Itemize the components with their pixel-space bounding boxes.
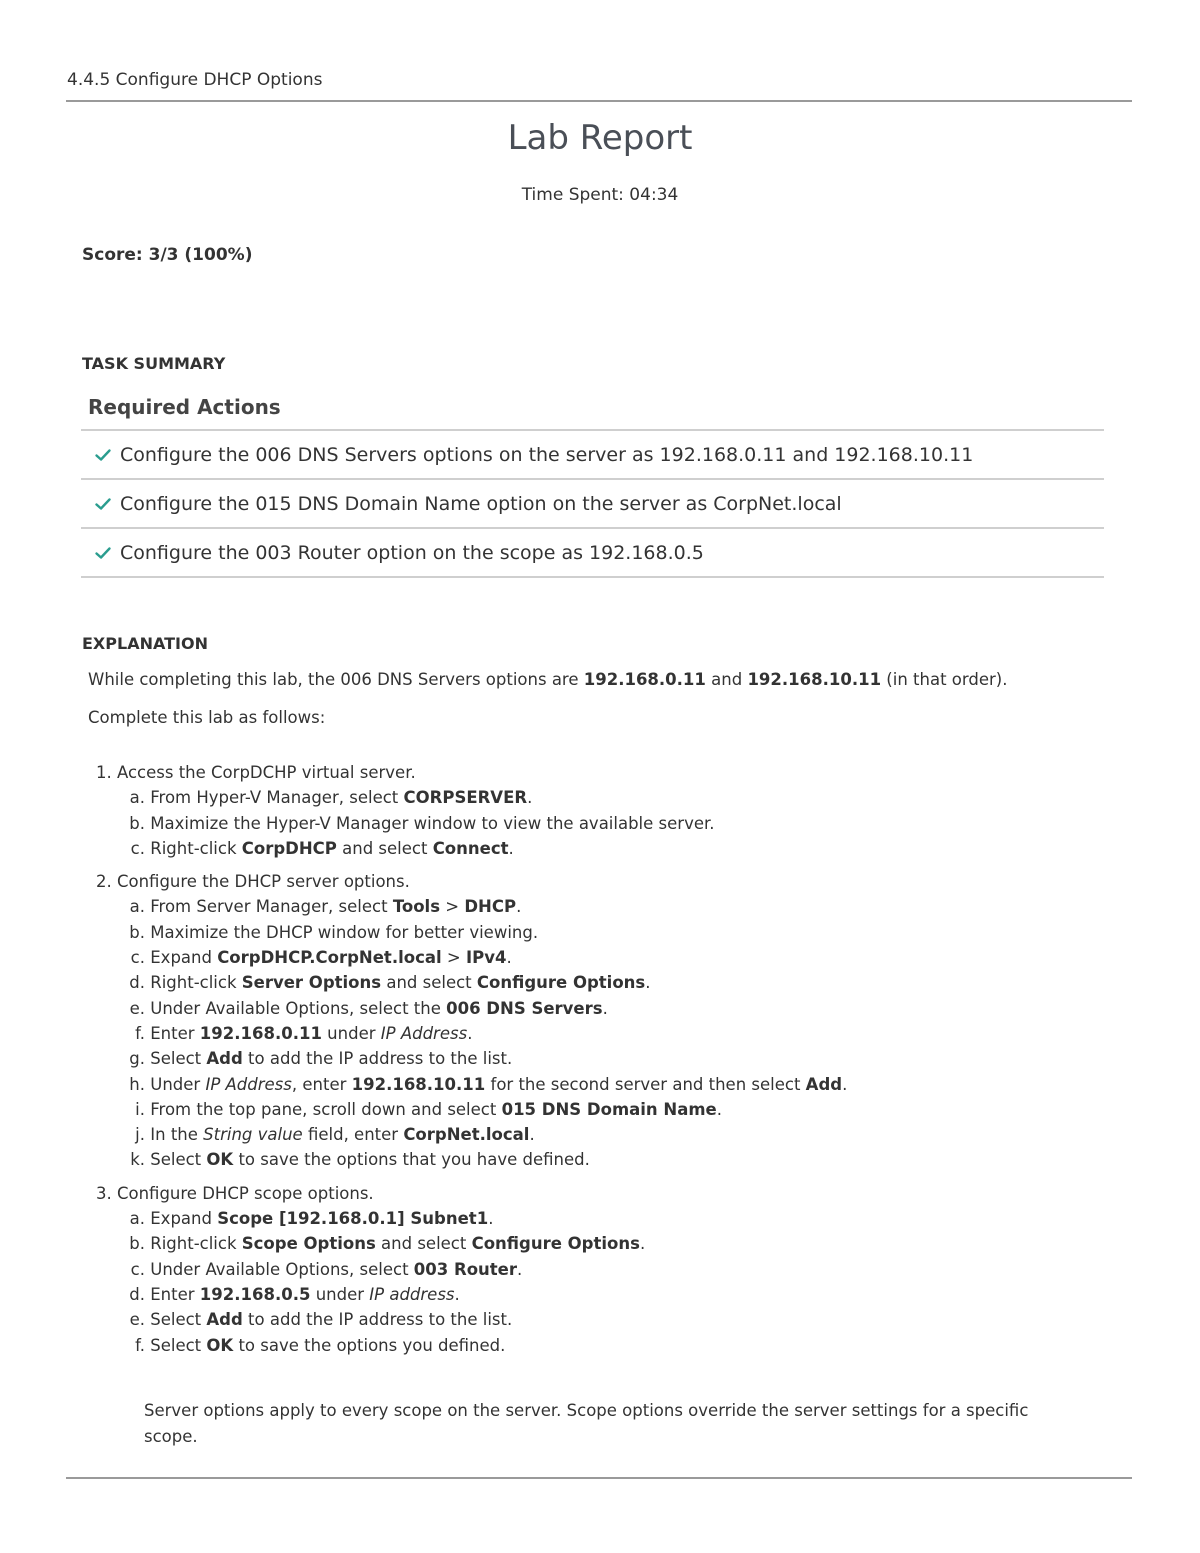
substep-fragment: . bbox=[602, 998, 608, 1018]
substep-fragment: . bbox=[506, 948, 512, 968]
substep-bold: Configure Options bbox=[476, 973, 646, 993]
substep-text bbox=[150, 1046, 512, 1071]
substep-fragment: and select bbox=[375, 1234, 472, 1254]
substep-fragment: Select bbox=[150, 1310, 207, 1330]
substep-letter: i. bbox=[135, 1099, 145, 1119]
substep bbox=[96, 1046, 1096, 1071]
substep-fragment: . bbox=[516, 897, 522, 917]
substep-fragment: to add the IP address to the list. bbox=[242, 1310, 513, 1330]
procedure-step-label: 3. Configure DHCP scope options. bbox=[96, 1183, 374, 1203]
substep-fragment: . bbox=[508, 838, 514, 858]
substep-bold: 015 DNS Domain Name bbox=[501, 1099, 717, 1119]
required-action-text: Configure the 003 Router option on the scope as 192.168.0.5 bbox=[120, 541, 704, 564]
substep-fragment: field, enter bbox=[302, 1125, 404, 1145]
substep-fragment: . bbox=[454, 1284, 460, 1304]
check-icon bbox=[94, 544, 112, 562]
substep-fragment: Select bbox=[150, 1335, 207, 1355]
header-divider bbox=[66, 100, 1132, 102]
substep-bold: Server Options bbox=[241, 973, 382, 993]
substep-text bbox=[150, 1021, 472, 1046]
substep bbox=[96, 1231, 1096, 1256]
substep-fragment: From the top pane, scroll down and select bbox=[150, 1099, 502, 1119]
substep-fragment: Select bbox=[150, 1150, 207, 1170]
substep-letter: j. bbox=[135, 1125, 145, 1145]
substep-text bbox=[150, 1097, 722, 1122]
substep-bold: 192.168.0.5 bbox=[199, 1284, 311, 1304]
substep-letter: f. bbox=[135, 1335, 145, 1355]
substep-text bbox=[150, 1072, 847, 1097]
substep bbox=[96, 1307, 1096, 1332]
substep-list bbox=[96, 1206, 1096, 1358]
substep-text bbox=[150, 1122, 534, 1147]
substep-text bbox=[150, 811, 714, 836]
intro-bold-ip: 192.168.10.11 bbox=[747, 670, 882, 689]
required-actions-heading: Required Actions bbox=[88, 395, 281, 419]
substep-bold: Add bbox=[206, 1310, 243, 1330]
substep-fragment: Under bbox=[150, 1074, 206, 1094]
substep-bold: Tools bbox=[392, 897, 441, 917]
substep-text bbox=[150, 836, 513, 861]
substep-text bbox=[150, 1333, 505, 1358]
substep-fragment: Expand bbox=[150, 948, 218, 968]
substep bbox=[96, 970, 1096, 995]
substep-bold: 192.168.0.11 bbox=[199, 1023, 322, 1043]
substep-fragment: under bbox=[321, 1023, 381, 1043]
substep-italic: IP Address bbox=[205, 1074, 292, 1094]
substep-text bbox=[150, 1206, 493, 1231]
substep-fragment: . bbox=[467, 1023, 473, 1043]
procedure-step bbox=[96, 1181, 1096, 1358]
substep-fragment: . bbox=[488, 1209, 494, 1229]
substep-bold: DHCP bbox=[464, 897, 517, 917]
substep bbox=[96, 1122, 1096, 1147]
substep-letter: b. bbox=[129, 813, 145, 833]
substep bbox=[96, 785, 1096, 810]
substep-fragment: under bbox=[310, 1284, 370, 1304]
substep bbox=[96, 1257, 1096, 1282]
substep-list bbox=[96, 785, 1096, 861]
substep bbox=[96, 1206, 1096, 1231]
procedure-steps bbox=[96, 760, 1096, 1366]
substep-fragment: and select bbox=[336, 838, 433, 858]
substep-bold: 003 Router bbox=[413, 1259, 517, 1279]
substep-italic: String value bbox=[203, 1125, 303, 1145]
substep-fragment: . bbox=[639, 1234, 646, 1254]
substep-fragment: Enter bbox=[150, 1023, 200, 1043]
substep-fragment: to add the IP address to the list. bbox=[242, 1049, 513, 1069]
substep-text bbox=[150, 1147, 590, 1172]
substep-letter: a. bbox=[129, 897, 145, 917]
substep-bold: 006 DNS Servers bbox=[446, 998, 603, 1018]
substep-bold: CorpNet.local bbox=[403, 1125, 530, 1145]
substep-letter: c. bbox=[130, 838, 145, 858]
substep-bold: Add bbox=[805, 1074, 843, 1094]
substep-letter: d. bbox=[129, 1284, 145, 1304]
required-actions-table bbox=[81, 429, 1104, 578]
substep-text bbox=[150, 970, 650, 995]
substep-bold: Add bbox=[206, 1049, 243, 1069]
required-action-text: Configure the 015 DNS Domain Name option on the server as CorpNet.local bbox=[120, 492, 842, 515]
substep-list bbox=[96, 894, 1096, 1172]
substep-text bbox=[150, 785, 532, 810]
substep bbox=[96, 1072, 1096, 1097]
substep-bold: Connect bbox=[432, 838, 509, 858]
substep-fragment: Right-click bbox=[150, 838, 242, 858]
substep-fragment: to save the options that you have defined. bbox=[233, 1150, 590, 1170]
substep-fragment: . bbox=[716, 1099, 722, 1119]
footer-divider bbox=[66, 1477, 1132, 1479]
explanation-heading: EXPLANATION bbox=[82, 634, 208, 653]
substep-bold: Scope [192.168.0.1] Subnet1 bbox=[217, 1209, 489, 1229]
substep-letter: e. bbox=[129, 1310, 145, 1330]
substep-fragment: In the bbox=[150, 1125, 204, 1145]
substep-fragment: . bbox=[645, 973, 651, 993]
substep bbox=[96, 1097, 1096, 1122]
substep bbox=[96, 1147, 1096, 1172]
substep-fragment: and select bbox=[381, 973, 477, 993]
substep-fragment: to save the options you defined. bbox=[233, 1335, 506, 1355]
procedure-step bbox=[96, 760, 1096, 861]
substep-text bbox=[150, 1307, 512, 1332]
substep-letter: a. bbox=[129, 788, 145, 808]
substep-italic: IP address bbox=[369, 1284, 455, 1304]
complete-as-follows: Complete this lab as follows: bbox=[88, 708, 326, 727]
substep-letter: a. bbox=[129, 1209, 145, 1229]
substep-fragment: for the second server and then select bbox=[485, 1074, 806, 1094]
substep-fragment: From Server Manager, select bbox=[150, 897, 393, 917]
intro-text: While completing this lab, the 006 DNS Servers options are bbox=[88, 670, 584, 689]
required-action-row bbox=[81, 478, 1104, 527]
page-title: Lab Report bbox=[507, 118, 693, 158]
procedure-step bbox=[96, 869, 1096, 1173]
substep-fragment: Maximize the Hyper-V Manager window to view the available server. bbox=[150, 813, 715, 833]
substep bbox=[96, 894, 1096, 919]
page-header-breadcrumb: 4.4.5 Configure DHCP Options bbox=[67, 70, 323, 90]
substep-text bbox=[150, 920, 538, 945]
substep-fragment: From Hyper-V Manager, select bbox=[150, 788, 404, 808]
explanation-note: Server options apply to every scope on the server. Scope options override the server settings for a specific scope. bbox=[144, 1401, 1029, 1446]
substep-fragment: Right-click bbox=[150, 973, 242, 993]
substep-letter: g. bbox=[129, 1049, 145, 1069]
substep-letter: c. bbox=[130, 1259, 145, 1279]
substep-text bbox=[150, 894, 521, 919]
substep bbox=[96, 945, 1096, 970]
substep-letter: c. bbox=[130, 948, 145, 968]
substep-bold: OK bbox=[206, 1150, 234, 1170]
substep-fragment: . bbox=[529, 1125, 535, 1145]
task-summary-heading: TASK SUMMARY bbox=[82, 354, 226, 373]
substep-fragment: . bbox=[517, 1259, 523, 1279]
check-icon bbox=[94, 446, 112, 464]
substep-bold: IPv4 bbox=[465, 948, 507, 968]
substep-fragment: Select bbox=[150, 1049, 207, 1069]
explanation-intro bbox=[88, 670, 1007, 689]
substep-text bbox=[150, 1257, 522, 1282]
intro-bold-ip: 192.168.0.11 bbox=[583, 670, 706, 689]
substep-letter: e. bbox=[129, 998, 145, 1018]
substep-bold: CORPSERVER bbox=[403, 788, 528, 808]
substep-fragment: Under Available Options, select the bbox=[150, 998, 447, 1018]
required-action-row bbox=[81, 527, 1104, 578]
required-action-row bbox=[81, 429, 1104, 478]
substep-bold: CorpDHCP bbox=[241, 838, 337, 858]
substep-text bbox=[150, 1231, 645, 1256]
substep bbox=[96, 1282, 1096, 1307]
substep-bold: CorpDHCP.CorpNet.local bbox=[217, 948, 442, 968]
required-action-text: Configure the 006 DNS Servers options on the server as 192.168.0.11 and 192.168.10.11 bbox=[120, 443, 974, 466]
substep-fragment: , enter bbox=[291, 1074, 352, 1094]
intro-text: and bbox=[705, 670, 748, 689]
substep-fragment: Enter bbox=[150, 1284, 200, 1304]
substep-letter: b. bbox=[129, 922, 145, 942]
substep bbox=[96, 1333, 1096, 1358]
substep-letter: f. bbox=[135, 1023, 145, 1043]
time-spent: Time Spent: 04:34 bbox=[521, 185, 679, 205]
substep-letter: d. bbox=[129, 973, 145, 993]
intro-text: (in that order). bbox=[881, 670, 1008, 689]
substep-letter: h. bbox=[129, 1074, 145, 1094]
substep bbox=[96, 836, 1096, 861]
check-icon bbox=[94, 495, 112, 513]
substep-italic: IP Address bbox=[380, 1023, 468, 1043]
substep-fragment: . bbox=[527, 788, 533, 808]
substep-text bbox=[150, 945, 511, 970]
substep bbox=[96, 996, 1096, 1021]
substep-fragment: Right-click bbox=[150, 1234, 242, 1254]
substep-fragment: . bbox=[842, 1074, 848, 1094]
substep-text bbox=[150, 996, 608, 1021]
substep-fragment: > bbox=[440, 897, 465, 917]
substep bbox=[96, 1021, 1096, 1046]
substep-fragment: > bbox=[441, 948, 466, 968]
substep-fragment: Maximize the DHCP window for better viewing. bbox=[150, 922, 539, 942]
procedure-step-label: 2. Configure the DHCP server options. bbox=[96, 872, 410, 892]
procedure-step-label: 1. Access the CorpDCHP virtual server. bbox=[96, 763, 416, 782]
substep-bold: Configure Options bbox=[471, 1234, 640, 1254]
substep-bold: 192.168.10.11 bbox=[351, 1074, 486, 1094]
substep-text bbox=[150, 1282, 460, 1307]
score: Score: 3/3 (100%) bbox=[82, 245, 253, 265]
substep-bold: OK bbox=[206, 1335, 234, 1355]
substep-letter: k. bbox=[130, 1150, 145, 1170]
substep bbox=[96, 920, 1096, 945]
substep-fragment: Under Available Options, select bbox=[150, 1259, 414, 1279]
substep bbox=[96, 811, 1096, 836]
substep-fragment: Expand bbox=[150, 1209, 218, 1229]
substep-bold: Scope Options bbox=[241, 1234, 376, 1254]
substep-letter: b. bbox=[129, 1234, 145, 1254]
